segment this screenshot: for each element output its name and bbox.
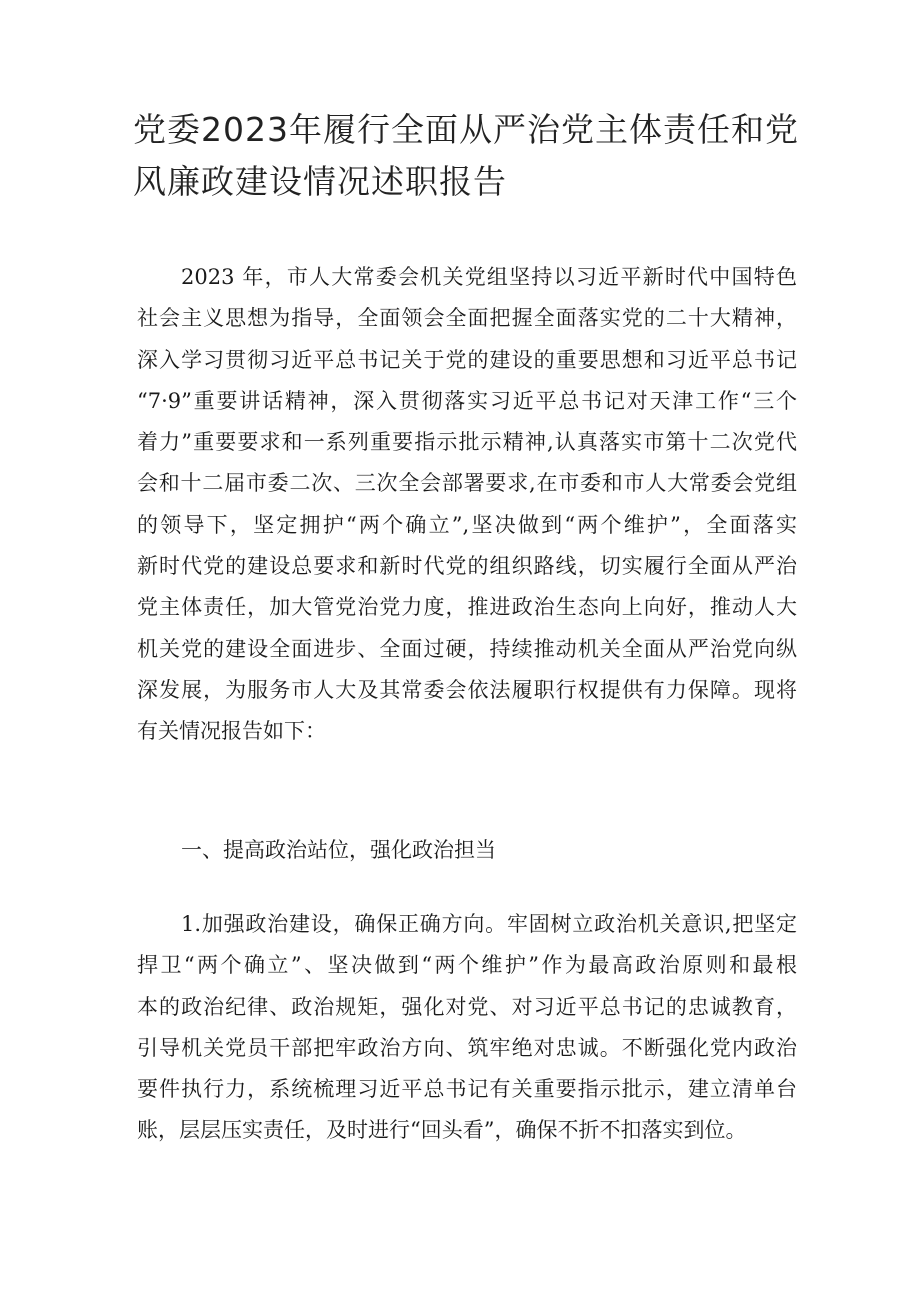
paragraph-line: “7·9”重要讲话精神，深入贯彻落实习近平总书记对天津工作“三个	[137, 388, 797, 413]
paragraph-line: 党主体责任，加大管党治党力度，推进政治生态向上向好，推动人大	[137, 595, 797, 620]
intro-paragraph	[137, 257, 797, 753]
title-line-1: 党委2023年履行全面从严治党主体责任和党	[133, 110, 799, 149]
paragraph-line: 捍卫“两个确立”、坚决做到“两个维护”作为最高政治原则和最根	[137, 953, 797, 978]
paragraph-line: 有关情况报告如下：	[137, 719, 326, 744]
paragraph-line: 新时代党的建设总要求和新时代党的组织路线，切实履行全面从严治	[137, 554, 797, 579]
paragraph-line: 机关党的建设全面进步、全面过硬，持续推动机关全面从严治党向纵	[137, 636, 797, 661]
paragraph-line: 会和十二届市委二次、三次全会部署要求,在市委和市人大常委会党组	[137, 471, 797, 496]
paragraph-line: 1.加强政治建设，确保正确方向。牢固树立政治机关意识,把坚定	[181, 912, 797, 936]
paragraph-line: 本的政治纪律、政治规矩，强化对党、对习近平总书记的忠诚教育，	[137, 994, 797, 1019]
paragraph-line: 2023 年，市人大常委会机关党组坚持以习近平新时代中国特色	[181, 265, 797, 289]
paragraph-line: 社会主义思想为指导，全面领会全面把握全面落实党的二十大精神，	[137, 306, 797, 331]
title-line-2: 风廉政建设情况述职报告	[133, 162, 507, 201]
paragraph-line: 着力”重要要求和一系列重要指示批示精神,认真落实市第十二次党代	[137, 430, 797, 455]
paragraph-line: 的领导下，坚定拥护“两个确立”,坚决做到“两个维护”，全面落实	[137, 512, 797, 537]
paragraph-line: 引导机关党员干部把牢政治方向、筑牢绝对忠诚。不断强化党内政治	[137, 1035, 797, 1060]
document-title	[133, 104, 803, 208]
section-heading	[137, 830, 797, 871]
paragraph-line: 深发展，为服务市人大及其常委会依法履职行权提供有力保障。现将	[137, 677, 797, 702]
section-heading-text: 一、提高政治站位，强化政治担当	[181, 838, 496, 862]
item-paragraph	[137, 904, 797, 1152]
paragraph-line: 要件执行力，系统梳理习近平总书记有关重要指示批示，建立清单台	[137, 1077, 797, 1102]
paragraph-line: 深入学习贯彻习近平总书记关于党的建设的重要思想和习近平总书记	[137, 347, 797, 372]
paragraph-line: 账，层层压实责任，及时进行“回头看”，确保不折不扣落实到位。	[137, 1118, 747, 1143]
